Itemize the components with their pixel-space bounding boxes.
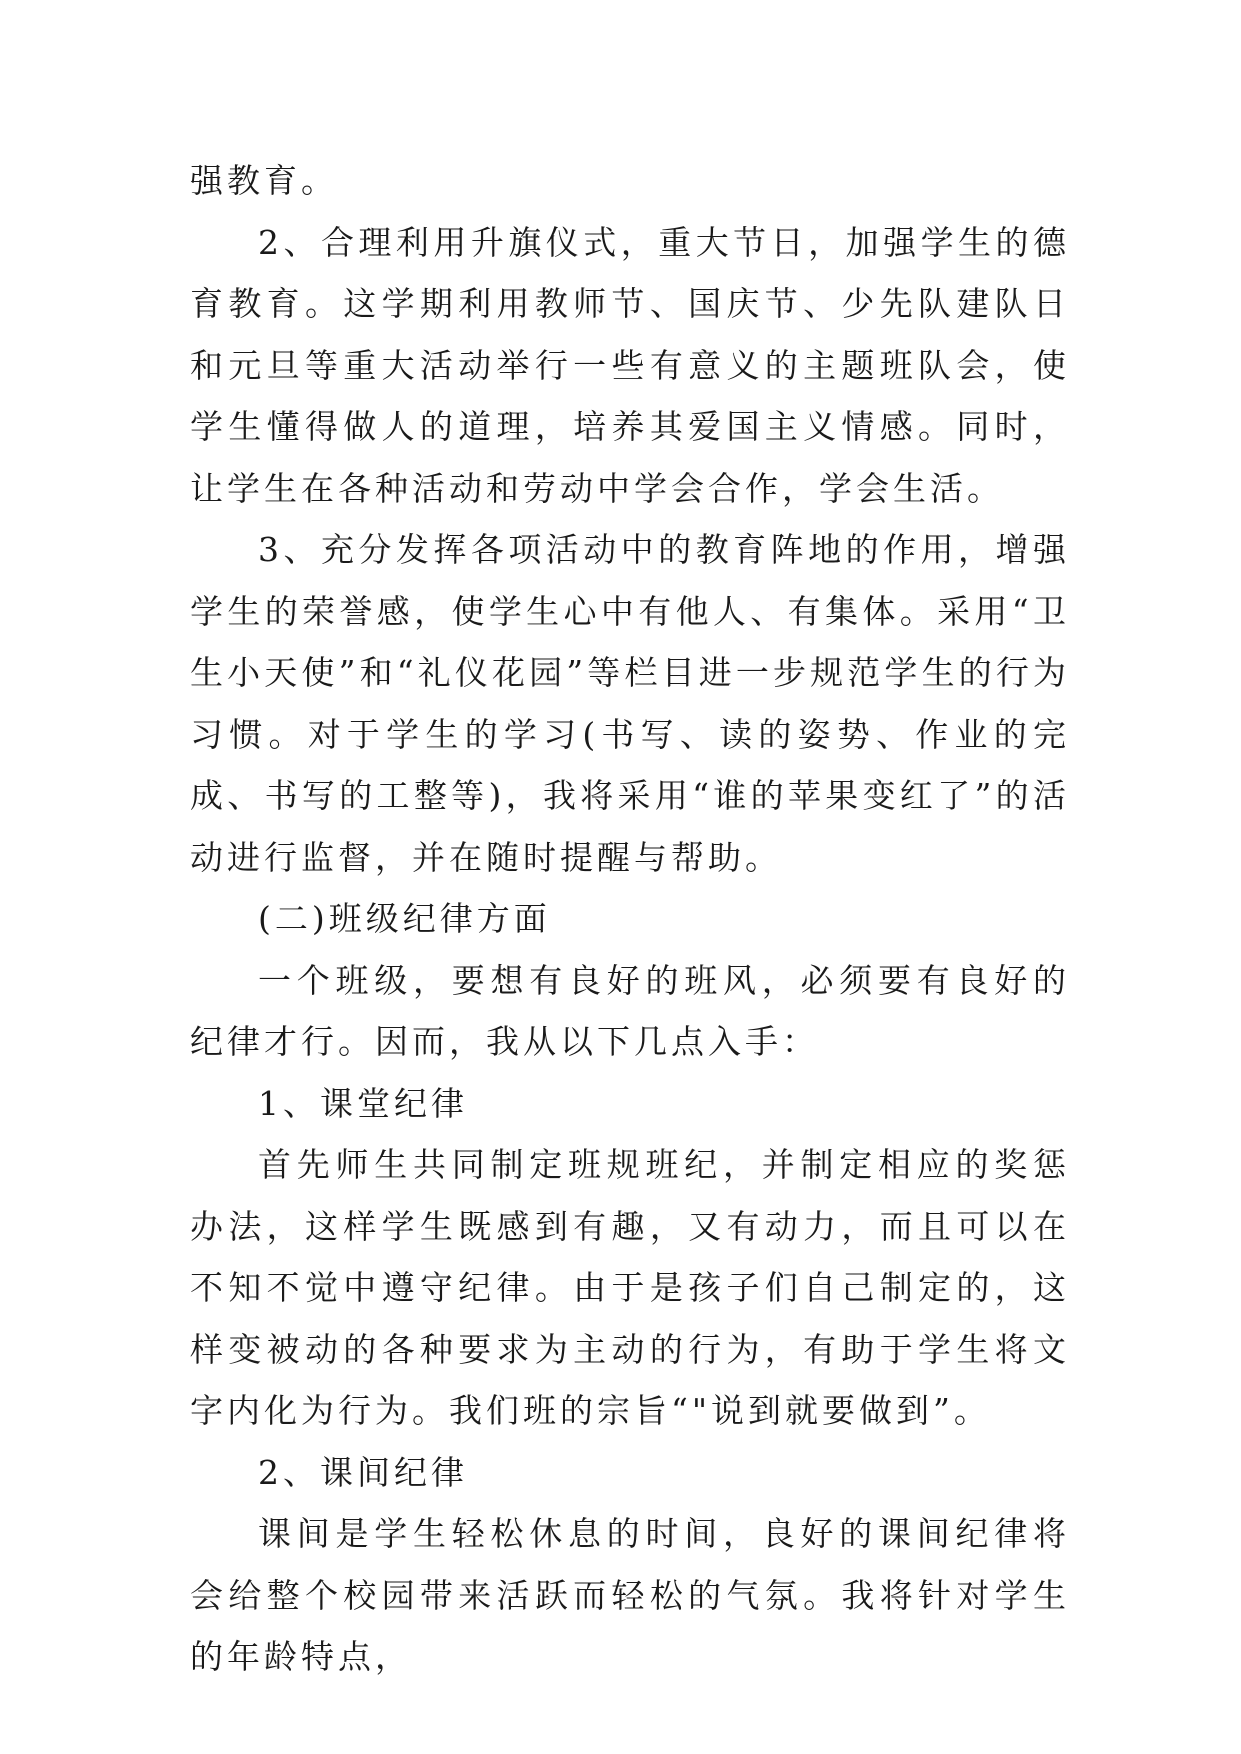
subheading-break-discipline: 2、课间纪律 xyxy=(258,1452,468,1492)
paragraph-discipline-intro: 一个班级，要想有良好的班风，必须要有良好的纪律才行。因而，我从以下几点入手： xyxy=(190,960,1070,1061)
paragraph-classroom-rules: 首先师生共同制定班规班纪，并制定相应的奖惩办法，这样学生既感到有趣，又有动力，而且可以在不知不觉中遵守纪律。由于是孩子们自己制定的，这样变被动的各种要求为主动的行为，有助于学生将文字内化为行为。我们班的宗旨“"说到就要做到”。 xyxy=(190,1145,1070,1430)
paragraph-item-2-flag-ceremony: 2、合理利用升旗仪式，重大节日，加强学生的德育教育。这学期利用教师节、国庆节、少先队建队日和元旦等重大活动举行一些有意义的主题班队会，使学生懂得做人的道理，培养其爱国主义情感。同时，让学生在各种活动和劳动中学会合作，学会生活。 xyxy=(190,222,1070,508)
paragraph-break-time: 课间是学生轻松休息的时间，良好的课间纪律将会给整个校园带来活跃而轻松的气氛。我将针对学生的年龄特点， xyxy=(190,1514,1070,1676)
paragraph-continuation: 强教育。 xyxy=(190,161,338,200)
document-body xyxy=(190,150,1070,1688)
subheading-classroom-discipline: 1、课堂纪律 xyxy=(258,1083,468,1123)
paragraph-item-3-activities: 3、充分发挥各项活动中的教育阵地的作用，增强学生的荣誉感，使学生心中有他人、有集体。采用“卫生小天使”和“礼仪花园”等栏目进一步规范学生的行为习惯。对于学生的学习(书写、读的姿势、作业的完成、书写的工整等)，我将采用“谁的苹果变红了”的活动进行监督，并在随时提醒与帮助。 xyxy=(190,530,1070,877)
section-heading-class-discipline: (二)班级纪律方面 xyxy=(258,899,551,938)
